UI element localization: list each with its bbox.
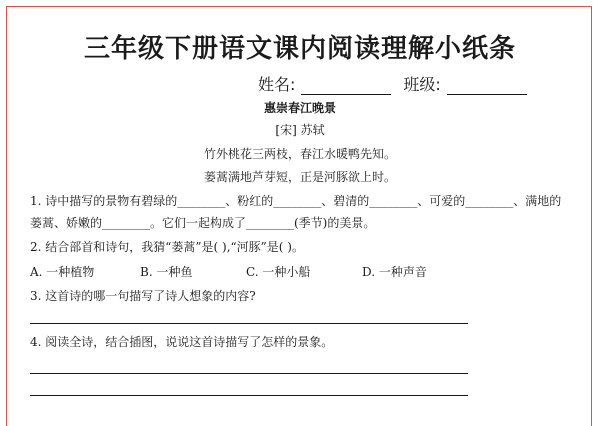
option-b[interactable]: B. 一种鱼 (140, 265, 193, 279)
poem-line: 蒌蒿满地芦芽短，正是河豚欲上时。 (203, 170, 396, 184)
question-4: 4. 阅读全诗，结合插图，说说这首诗描写了怎样的景象。 (30, 335, 334, 349)
question-2: 2. 结合部首和诗句，我猜“蒌蒿”是( ),“河豚”是( )。 (30, 240, 304, 254)
answer-line[interactable] (30, 323, 468, 324)
name-label: 姓名: (258, 75, 296, 94)
page-title: 三年级下册语文课内阅读理解小纸条 (83, 34, 516, 64)
name-blank[interactable] (301, 78, 391, 95)
question-1: 1. 诗中描写的景物有碧绿的________、粉红的________、碧清的________、可爱的________、满地的 (30, 194, 562, 208)
option-c[interactable]: C. 一种小船 (246, 265, 311, 279)
poem-line: 竹外桃花三两枝，春江水暖鸭先知。 (203, 147, 396, 161)
option-a[interactable]: A. 一种植物 (30, 265, 95, 279)
question-3: 3. 这首诗的哪一句描写了诗人想象的内容? (30, 289, 256, 303)
question-1-continued: 蒌蒿、娇嫩的________。它们一起构成了________(季节)的美景。 (30, 216, 376, 230)
poem-author: [宋] 苏轼 (275, 123, 325, 137)
class-blank[interactable] (447, 78, 527, 95)
option-d[interactable]: D. 一种声音 (362, 265, 427, 279)
student-info (258, 72, 527, 95)
poem-title: 惠崇春江晚景 (263, 101, 336, 115)
answer-line[interactable] (30, 373, 468, 374)
class-label: 班级: (403, 75, 441, 94)
answer-line[interactable] (30, 395, 468, 396)
